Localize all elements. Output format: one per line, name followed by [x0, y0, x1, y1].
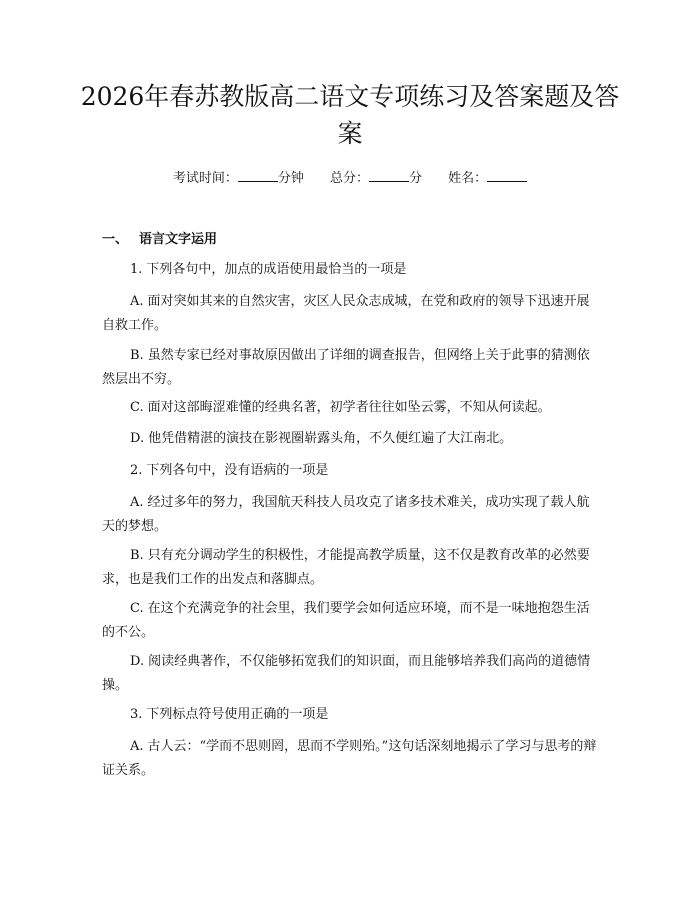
option-label: D. — [130, 431, 145, 446]
option-label: A. — [130, 294, 144, 309]
question-number: 2. — [130, 463, 143, 478]
option-text: 面对这部晦涩难懂的经典名著，初学者往往如坠云雾，不知从何读起。 — [147, 400, 551, 415]
option-text: 阅读经典著作，不仅能够拓宽我们的知识面，而且能够培养我们高尚的道德情操。 — [102, 654, 591, 693]
option-label: B. — [130, 548, 144, 563]
question-number: 3. — [130, 707, 143, 722]
option-label: A. — [130, 739, 144, 754]
question-text: 下列标点符号使用正确的一项是 — [146, 707, 329, 722]
question-3-option-a — [102, 735, 597, 783]
option-text: 经过多年的努力，我国航天科技人员攻克了诸多技术难关，成功实现了载人航天的梦想。 — [102, 495, 590, 534]
name-field — [448, 169, 527, 188]
name-label: 姓名： — [448, 171, 488, 186]
option-text: 古人云：“学而不思则罔，思而不学则殆。”这句话深刻地揭示了学习与思考的辩证关系。 — [102, 739, 597, 778]
option-text: 他凭借精湛的演技在影视圈崭露头角，不久便红遍了大江南北。 — [148, 431, 513, 446]
exam-time-unit: 分钟 — [277, 171, 304, 186]
question-text: 下列各句中，加点的成语使用最恰当的一项是 — [146, 262, 407, 277]
question-1-option-d — [102, 427, 597, 451]
option-text: 面对突如其来的自然灾害，灾区人民众志成城，在党和政府的领导下迅速开展自救工作。 — [102, 294, 590, 333]
question-stem-2 — [102, 459, 597, 483]
section-number: 一、 — [102, 232, 129, 247]
total-score-blank — [369, 169, 409, 182]
option-label: B. — [130, 348, 144, 363]
name-blank — [487, 169, 527, 182]
option-label: C. — [130, 601, 144, 616]
option-text: 虽然专家已经对事故原因做出了详细的调查报告，但网络上关于此事的猜测依然层出不穷。 — [102, 348, 590, 387]
section-title: 语言文字运用 — [139, 232, 218, 247]
question-2-option-a — [102, 491, 597, 539]
option-text: 只有充分调动学生的积极性，才能提高教学质量，这不仅是教育改革的必然要求，也是我们工作的出发点和落脚点。 — [102, 548, 590, 587]
option-text: 在这个充满竞争的社会里，我们要学会如何适应环境，而不是一味地抱怨生活的不公。 — [102, 601, 590, 640]
question-2-option-c — [102, 597, 597, 645]
exam-time-field — [173, 169, 304, 188]
option-label: A. — [130, 495, 144, 510]
total-score-field — [330, 169, 422, 188]
exam-time-blank — [238, 169, 278, 182]
question-2-option-b — [102, 544, 597, 592]
exam-info-line — [0, 169, 700, 188]
question-2-option-d — [102, 650, 597, 698]
exam-time-label: 考试时间： — [172, 171, 238, 186]
question-1-option-b — [102, 344, 597, 392]
total-score-label: 总分： — [329, 171, 369, 186]
option-label: C. — [130, 400, 144, 415]
question-1-option-c — [102, 396, 597, 420]
question-stem-3 — [102, 703, 597, 727]
total-score-unit: 分 — [409, 171, 423, 186]
section-heading — [102, 231, 217, 249]
question-stem-1 — [102, 258, 597, 282]
question-number: 1. — [130, 262, 143, 277]
question-1-option-a — [102, 290, 597, 338]
document-title: 2026年春苏教版高二语文专项练习及答案题及答案 — [80, 82, 620, 148]
option-label: D. — [130, 654, 145, 669]
question-text: 下列各句中，没有语病的一项是 — [146, 463, 329, 478]
